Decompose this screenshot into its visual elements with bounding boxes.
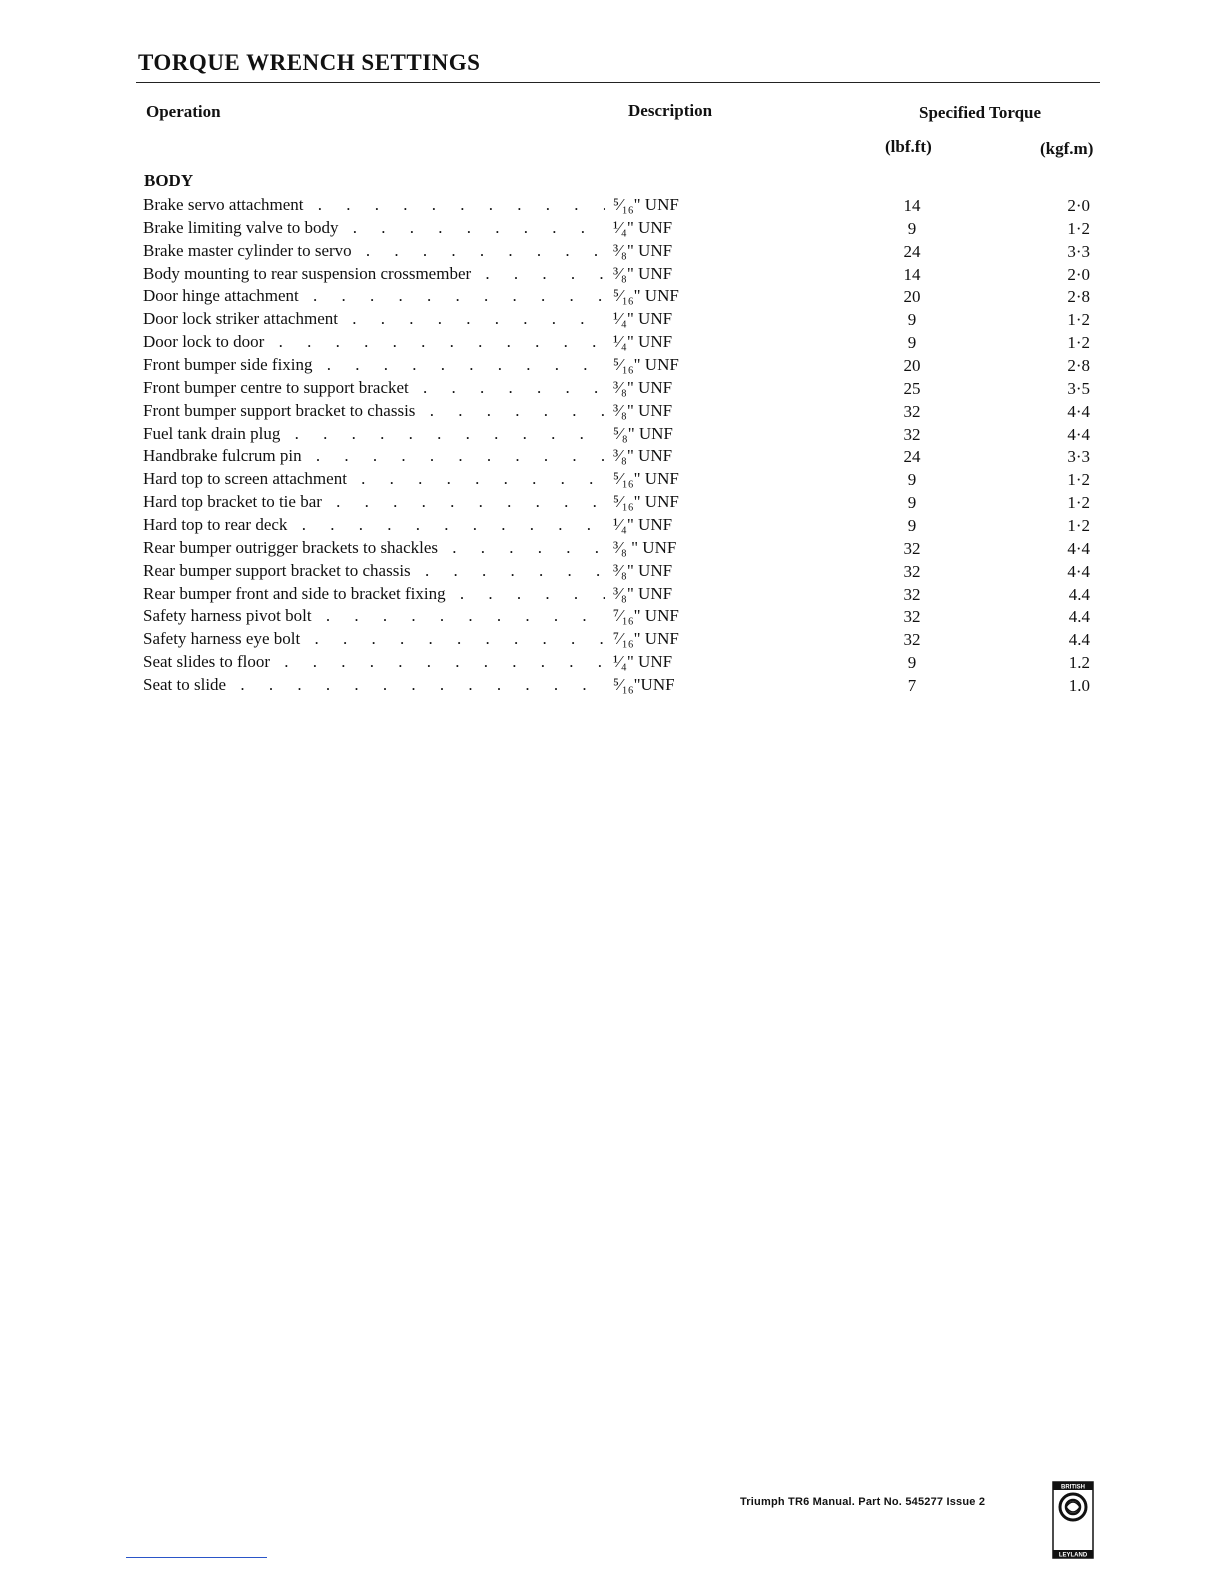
operation-cell: Fuel tank drain plug . . .	[143, 423, 605, 445]
table-row	[0, 308, 1224, 331]
operation-cell: Rear bumper support bracket to chassis . . .	[143, 560, 605, 582]
table-row	[0, 354, 1224, 377]
lbf-ft-unit-header: (lbf.ft)	[885, 137, 932, 156]
table-row	[0, 240, 1224, 263]
table-row	[0, 331, 1224, 354]
lbf-ft-cell: 7	[907, 676, 917, 696]
page-title: TORQUE WRENCH SETTINGS	[138, 50, 481, 75]
lbf-ft-cell: 9	[907, 653, 917, 673]
operation-cell: Brake master cylinder to servo . . .	[143, 240, 605, 262]
kgf-m-cell: 4·4	[1067, 401, 1090, 421]
operation-cell: Safety harness eye bolt . . .	[143, 628, 605, 650]
lbf-ft-cell: 9	[907, 310, 917, 330]
kgf-m-cell: 2·0	[1067, 196, 1090, 215]
bottom-link-underline	[126, 1557, 267, 1558]
operation-cell: Safety harness pivot bolt . . .	[143, 605, 605, 627]
description-cell: ¹⁄₄" UNF	[613, 515, 673, 535]
description-cell: ⁷⁄₁₆" UNF	[613, 629, 679, 649]
description-cell: ³⁄₈" UNF	[613, 377, 673, 397]
description-cell: ⁵⁄₁₆" UNF	[613, 195, 679, 214]
description-cell: ⁵⁄₁₆" UNF	[613, 469, 679, 489]
description-cell: ⁷⁄₁₆" UNF	[613, 606, 679, 626]
table-row	[0, 377, 1224, 400]
footer-text: Triumph TR6 Manual. Part No. 545277 Issue 2	[740, 1496, 986, 1508]
description-cell: ¹⁄₄" UNF	[613, 309, 673, 329]
table-row	[0, 674, 1224, 697]
lbf-ft-cell: 9	[907, 516, 917, 536]
table-row	[0, 514, 1224, 537]
kgf-m-cell: 1·2	[1067, 310, 1090, 330]
logo-top-text: BRITISH	[1061, 1484, 1085, 1491]
description-cell: ⁵⁄₁₆" UNF	[613, 492, 679, 512]
kgf-m-cell: 4·4	[1067, 561, 1090, 581]
description-cell: ⁵⁄₁₆" UNF	[613, 355, 679, 375]
table-row	[0, 285, 1224, 308]
description-cell: ³⁄₈ " UNF	[613, 537, 677, 557]
operation-cell: Hard top to rear deck . . .	[143, 514, 605, 536]
kgf-m-cell: 2·8	[1067, 287, 1090, 307]
description-cell: ⁵⁄₁₆"UNF	[613, 675, 675, 695]
operation-cell: Rear bumper outrigger brackets to shackles . . .	[143, 537, 605, 559]
operation-cell: Handbrake fulcrum pin . . .	[143, 445, 605, 467]
description-cell: ³⁄₈" UNF	[613, 583, 673, 603]
lbf-ft-cell: 25	[903, 378, 921, 398]
operation-cell: Brake servo attachment . . .	[143, 194, 605, 216]
kgf-m-cell: 1·2	[1067, 218, 1090, 238]
operation-cell: Seat to slide . . .	[143, 674, 605, 696]
kgf-m-cell: 1.0	[1068, 676, 1090, 696]
lbf-ft-cell: 20	[903, 287, 921, 307]
kgf-m-cell: 4.4	[1068, 584, 1090, 604]
lbf-ft-cell: 14	[903, 264, 921, 284]
operation-cell: Hard top to screen attachment . . .	[143, 468, 605, 490]
kgf-m-cell: 3·3	[1067, 241, 1090, 261]
torque-table	[0, 194, 1224, 697]
logo-bottom-text: LEYLAND	[1058, 1552, 1088, 1559]
kgf-m-cell: 4.4	[1068, 607, 1090, 627]
operation-cell: Body mounting to rear suspension crossmember . . .	[143, 263, 605, 285]
table-row	[0, 560, 1224, 583]
operation-column-header: Operation	[146, 102, 221, 121]
table-row	[0, 628, 1224, 651]
lbf-ft-cell: 32	[903, 607, 921, 627]
lbf-ft-cell: 9	[907, 493, 917, 513]
description-cell: ³⁄₈" UNF	[613, 560, 673, 580]
lbf-ft-cell: 24	[903, 447, 921, 467]
lbf-ft-cell: 9	[907, 218, 917, 238]
kgf-m-cell: 2·0	[1067, 264, 1090, 284]
lbf-ft-cell: 32	[903, 538, 921, 558]
section-heading-body: BODY	[144, 171, 194, 190]
kgf-m-cell: 1·2	[1067, 470, 1090, 490]
description-cell: ⁵⁄₈" UNF	[613, 423, 673, 443]
lbf-ft-cell: 24	[903, 241, 921, 261]
description-cell: ³⁄₈" UNF	[613, 240, 673, 260]
kgf-m-cell: 1·2	[1067, 516, 1090, 536]
description-cell: ⁵⁄₁₆" UNF	[613, 286, 679, 306]
kgf-m-cell: 3·3	[1067, 447, 1090, 467]
lbf-ft-cell: 20	[903, 356, 921, 376]
description-cell: ³⁄₈" UNF	[613, 446, 673, 466]
kgf-m-cell: 2·8	[1067, 356, 1090, 376]
table-row	[0, 217, 1224, 240]
description-cell: ¹⁄₄" UNF	[613, 332, 673, 352]
description-cell: ¹⁄₄" UNF	[613, 652, 673, 672]
operation-cell: Door lock to door . . .	[143, 331, 605, 353]
logo-emblem	[1060, 1494, 1086, 1520]
lbf-ft-cell: 32	[903, 424, 921, 444]
operation-cell: Front bumper centre to support bracket . . .	[143, 377, 605, 399]
operation-cell: Door hinge attachment . . .	[143, 285, 605, 307]
operation-cell: Front bumper side fixing . . .	[143, 354, 605, 376]
table-row	[0, 263, 1224, 286]
operation-cell: Brake limiting valve to body . . .	[143, 217, 605, 239]
description-cell: ³⁄₈" UNF	[613, 400, 673, 420]
table-row	[0, 651, 1224, 674]
kgf-m-unit-header: (kgf.m)	[1040, 139, 1094, 158]
table-row	[0, 537, 1224, 560]
operation-cell: Rear bumper front and side to bracket fixing . . .	[143, 583, 605, 605]
lbf-ft-cell: 32	[903, 584, 921, 604]
operation-cell: Hard top bracket to tie bar . . .	[143, 491, 605, 513]
table-row	[0, 605, 1224, 628]
kgf-m-cell: 3·5	[1067, 378, 1090, 398]
description-column-header: Description	[628, 101, 713, 120]
lbf-ft-cell: 14	[903, 196, 921, 215]
operation-cell: Door lock striker attachment . . .	[143, 308, 605, 330]
operation-cell: Seat slides to floor . . .	[143, 651, 605, 673]
lbf-ft-cell: 9	[907, 333, 917, 353]
table-row	[0, 194, 1224, 217]
description-cell: ¹⁄₄" UNF	[613, 217, 673, 237]
british-leyland-logo	[1052, 1481, 1094, 1559]
table-row	[0, 583, 1224, 606]
table-row	[0, 400, 1224, 423]
kgf-m-cell: 4·4	[1067, 538, 1090, 558]
kgf-m-cell: 4.4	[1068, 630, 1090, 650]
specified-torque-header: Specified Torque	[919, 103, 1042, 122]
lbf-ft-cell: 9	[907, 470, 917, 490]
table-row	[0, 468, 1224, 491]
lbf-ft-cell: 32	[903, 401, 921, 421]
kgf-m-cell: 1·2	[1067, 493, 1090, 513]
table-row	[0, 491, 1224, 514]
lbf-ft-cell: 32	[903, 630, 921, 650]
title-rule	[136, 82, 1100, 83]
lbf-ft-cell: 32	[903, 561, 921, 581]
kgf-m-cell: 4·4	[1067, 424, 1090, 444]
kgf-m-cell: 1.2	[1068, 653, 1090, 673]
operation-cell: Front bumper support bracket to chassis . . .	[143, 400, 605, 422]
table-row	[0, 423, 1224, 446]
description-cell: ³⁄₈" UNF	[613, 263, 673, 283]
table-row	[0, 445, 1224, 468]
kgf-m-cell: 1·2	[1067, 333, 1090, 353]
